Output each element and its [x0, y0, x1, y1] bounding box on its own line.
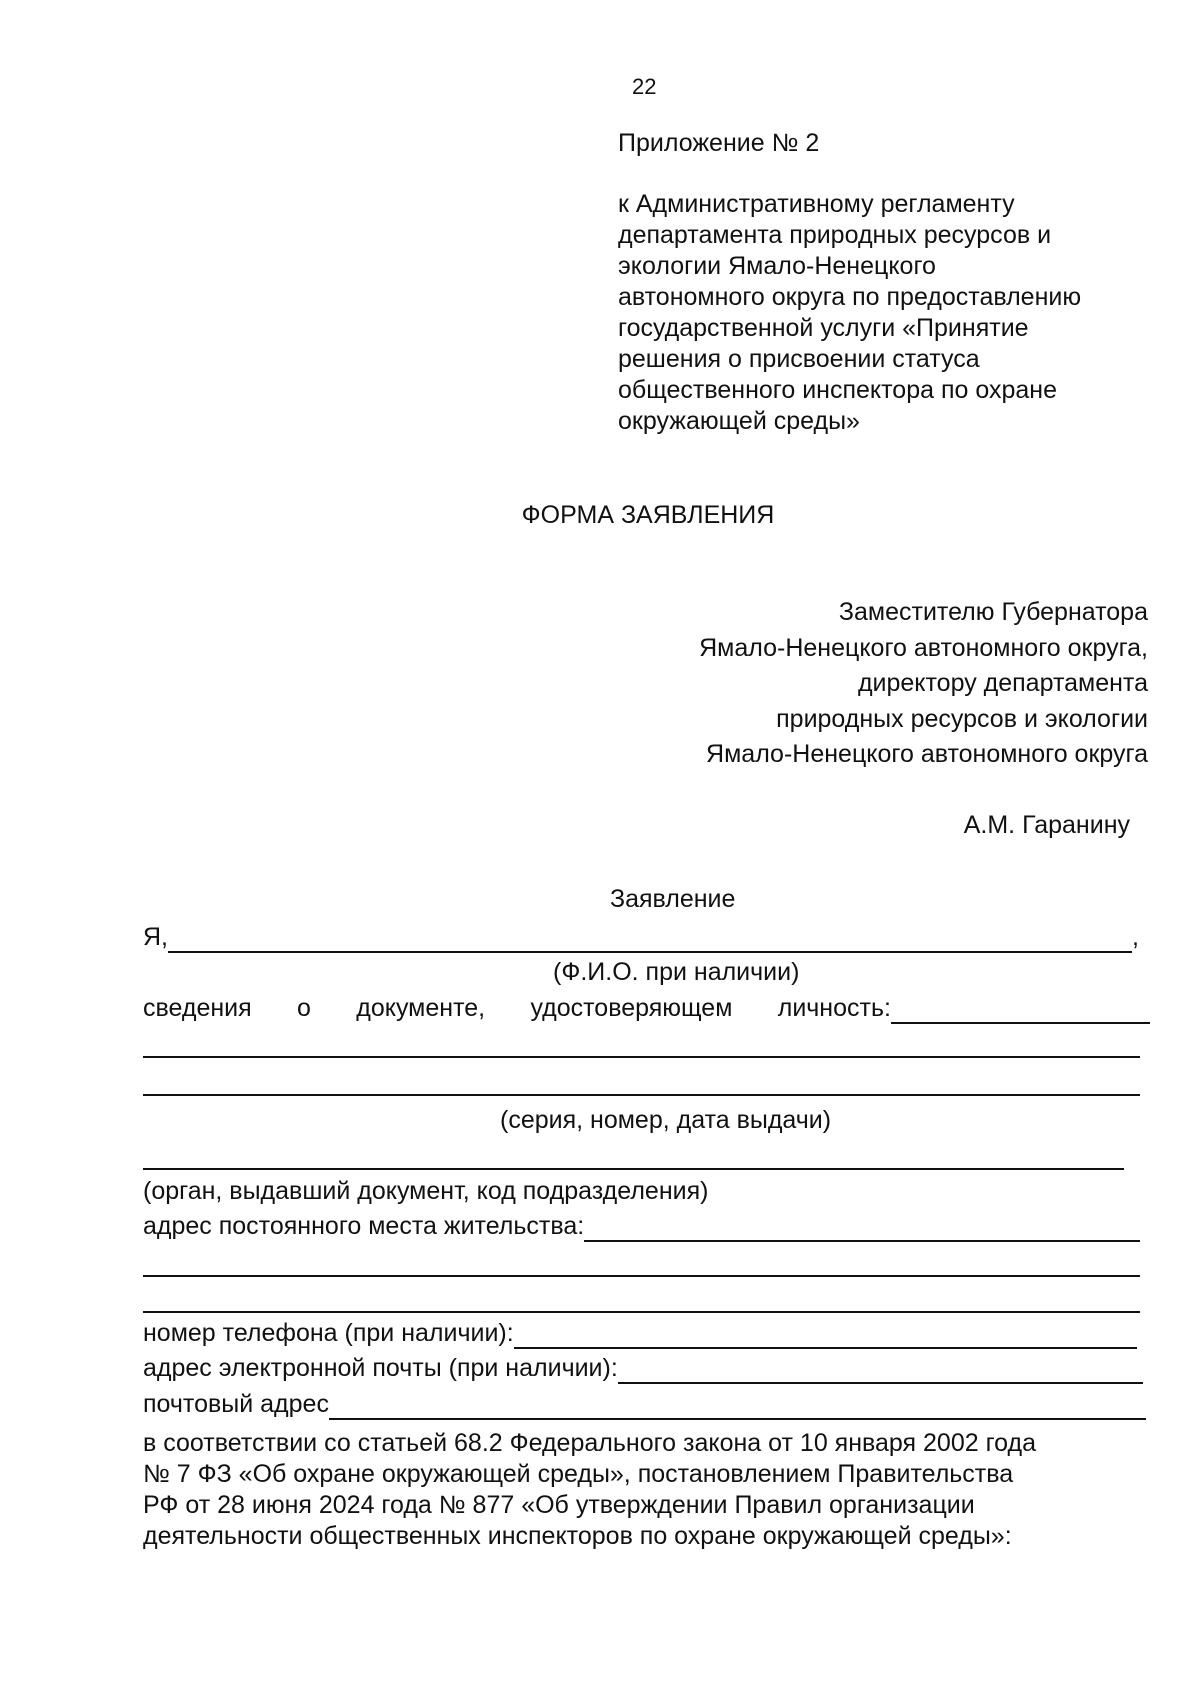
name-field-line[interactable] — [168, 927, 1132, 953]
email-row — [143, 1353, 1143, 1384]
email-field-line[interactable] — [618, 1358, 1143, 1384]
addressee-block: Заместителю Губернатора Ямало-Ненецкого автономного округа, директору департамента природных ресурсов и экологии Ямало-Ненецкого автономного округа — [699, 598, 1148, 768]
phone-field-line[interactable] — [514, 1323, 1137, 1349]
residence-line-3[interactable] — [143, 1311, 1140, 1313]
phone-row — [143, 1318, 1137, 1349]
email-label: адрес электронной почты (при наличии): — [143, 1354, 618, 1382]
phone-label: номер телефона (при наличии): — [143, 1319, 514, 1347]
id-document-field-line[interactable] — [891, 998, 1150, 1024]
postal-field-line[interactable] — [329, 1394, 1146, 1420]
name-caption: (Ф.И.О. при наличии) — [553, 958, 800, 986]
id-document-line-3[interactable] — [143, 1094, 1140, 1096]
issuer-field-line[interactable] — [143, 1168, 1124, 1170]
page-number: 22 — [632, 74, 657, 99]
legal-basis-paragraph: в соответствии со статьей 68.2 Федерального закона от 10 января 2002 года № 7 ФЗ «Об охране окружающей среды», постановлением Правительства РФ от 28 июня 2024 года № 877 «Об утверждении Правил организации деятельности общественных инспекторов по охране окружающей среды»: — [143, 1429, 1036, 1550]
residence-line-2[interactable] — [143, 1275, 1140, 1277]
residence-field-line[interactable] — [584, 1216, 1140, 1242]
name-row — [143, 922, 1139, 953]
id-document-row — [143, 993, 1150, 1024]
residence-row — [143, 1211, 1140, 1242]
statement-title: Заявление — [610, 885, 736, 913]
name-suffix: , — [1132, 923, 1139, 951]
addressee-name: А.М. Гаранину — [963, 811, 1130, 839]
postal-label: почтовый адрес — [143, 1390, 329, 1418]
id-document-line-2[interactable] — [143, 1056, 1140, 1058]
id-document-label: сведения о документе, удостоверяющем личность: — [143, 994, 891, 1022]
form-title: ФОРМА ЗАЯВЛЕНИЯ — [521, 501, 775, 529]
appendix-title: Приложение № 2 — [618, 129, 820, 157]
appendix-description: к Административному регламенту департамента природных ресурсов и экологии Ямало-Ненецкого автономного округа по предоставлению государственной услуги «Принятие решения о присвоении статуса общественного инспектора по охране окружающей среды» — [618, 190, 1082, 435]
issuer-caption: (орган, выдавший документ, код подразделения) — [143, 1177, 709, 1205]
postal-row — [143, 1389, 1146, 1420]
residence-label: адрес постоянного места жительства: — [143, 1212, 585, 1240]
id-document-caption: (серия, номер, дата выдачи) — [500, 1106, 832, 1134]
name-prefix: Я, — [143, 923, 168, 951]
